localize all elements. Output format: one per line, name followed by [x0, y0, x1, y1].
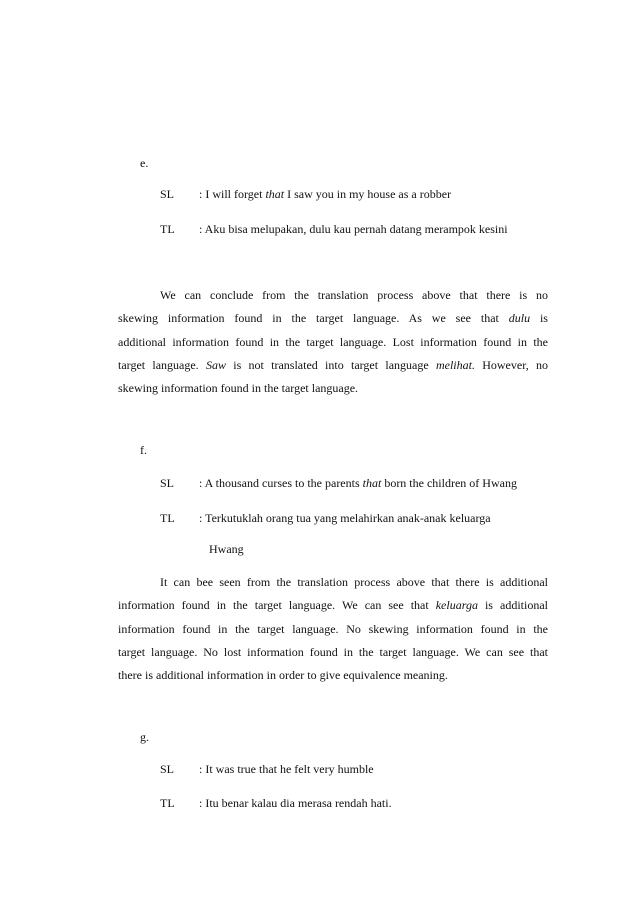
tl-text-f: : Terkutuklah orang tua yang melahirkan anak-anak keluarga: [199, 511, 491, 525]
analysis-paragraph-e: We can conclude from the translation process above that there is no skewing information found in the target language. As we see that dulu is additional information found in the target language. Lost information found in the target language. Saw is not translated into target language melihat. However, no skewing information found in the target language.: [118, 288, 548, 396]
item-marker-f: f.: [140, 443, 147, 457]
item-marker-g: g.: [140, 730, 149, 744]
sl-label-f: SL: [160, 476, 175, 490]
tl-label-f: TL: [160, 511, 175, 525]
analysis-paragraph-f: It can bee seen from the translation process above that there is additional information found in the target language. We can see that keluarga is additional information found in the target language. No skewing information found in the target language. No lost information found in the target language. We can see that there is additional information in order to give equivalence meaning.: [118, 575, 548, 683]
sl-label-g: SL: [160, 762, 175, 776]
tl-label-g: TL: [160, 796, 175, 810]
item-marker-e: e.: [140, 156, 149, 170]
tl-text-f-continuation: Hwang: [209, 542, 244, 556]
sl-text-e: : I will forget that I saw you in my house as a robber: [199, 187, 452, 201]
tl-text-e: : Aku bisa melupakan, dulu kau pernah datang merampok kesini: [199, 222, 508, 236]
sl-label-e: SL: [160, 187, 175, 201]
tl-text-g: : Itu benar kalau dia merasa rendah hati.: [199, 796, 392, 810]
sl-text-g: : It was true that he felt very humble: [199, 762, 374, 776]
tl-label-e: TL: [160, 222, 175, 236]
sl-text-f: : A thousand curses to the parents that born the children of Hwang: [199, 476, 517, 490]
